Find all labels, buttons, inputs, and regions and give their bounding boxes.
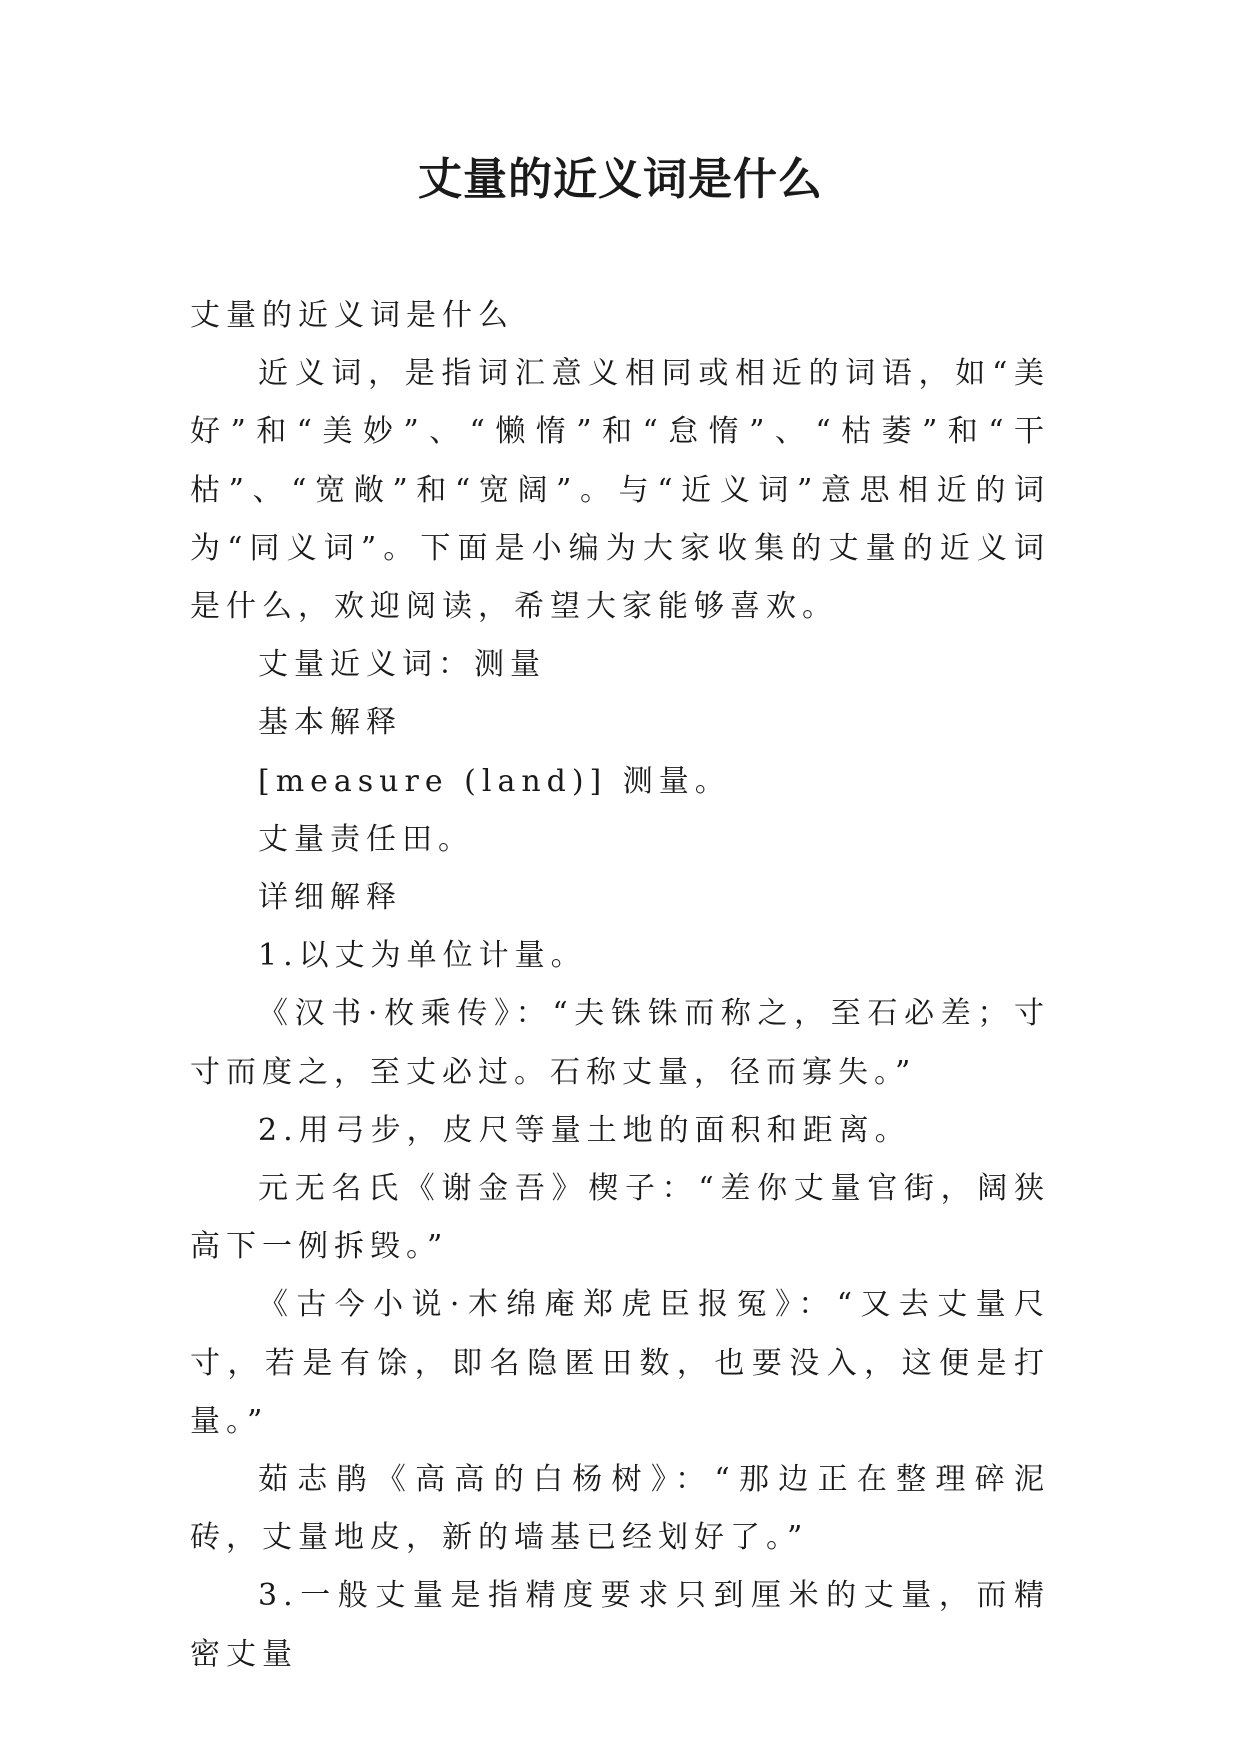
paragraph-example-field: 丈量责任田。: [258, 821, 474, 857]
paragraph-definition-1: 1.以丈为单位计量。: [258, 938, 587, 974]
paragraph-synonym: 丈量近义词：测量: [258, 647, 546, 683]
paragraph-measure-land: [measure (land)] 测量。: [258, 763, 731, 799]
paragraph-definition-3: 3.一般丈量是指精度要求只到厘米的丈量，而精密丈量: [190, 1578, 1050, 1672]
paragraph-heading: 丈量的近义词是什么: [190, 298, 514, 333]
document-body: [190, 287, 1050, 1684]
document-title: 丈量的近义词是什么: [418, 154, 823, 205]
paragraph-quote-gujin: 《古今小说·木绵庵郑虎臣报冤》：“又去丈量尺寸，若是有馀，即名隐匿田数，也要没入，这便是打量。”: [190, 1287, 1050, 1439]
paragraph-quote-ruzhijuan: 茹志鹃《高高的白杨树》：“那边正在整理碎泥砖，丈量地皮，新的墙基已经划好了。”: [190, 1462, 1050, 1556]
section-detailed-explanation: 详细解释: [258, 880, 402, 916]
section-basic-explanation: 基本解释: [258, 705, 402, 741]
paragraph-definition-2: 2.用弓步，皮尺等量土地的面积和距离。: [258, 1112, 911, 1148]
paragraph-quote-xiejinwu: 元无名氏《谢金吾》楔子：“差你丈量官街，阔狭高下一例拆毁。”: [190, 1171, 1050, 1265]
paragraph-intro: 近义词，是指词汇意义相同或相近的词语，如“美好”和“美妙”、“懒惰”和“怠惰”、“枯萎”和“干枯”、“宽敞”和“宽阔”。与“近义词”意思相近的词为“同义词”。下面是小编为大家收集的丈量的近义词是什么，欢迎阅读，希望大家能够喜欢。: [190, 356, 1050, 625]
paragraph-quote-hanshu: 《汉书·枚乘传》：“夫铢铢而称之，至石必差；寸寸而度之，至丈必过。石称丈量，径而寡失。”: [190, 996, 1050, 1090]
